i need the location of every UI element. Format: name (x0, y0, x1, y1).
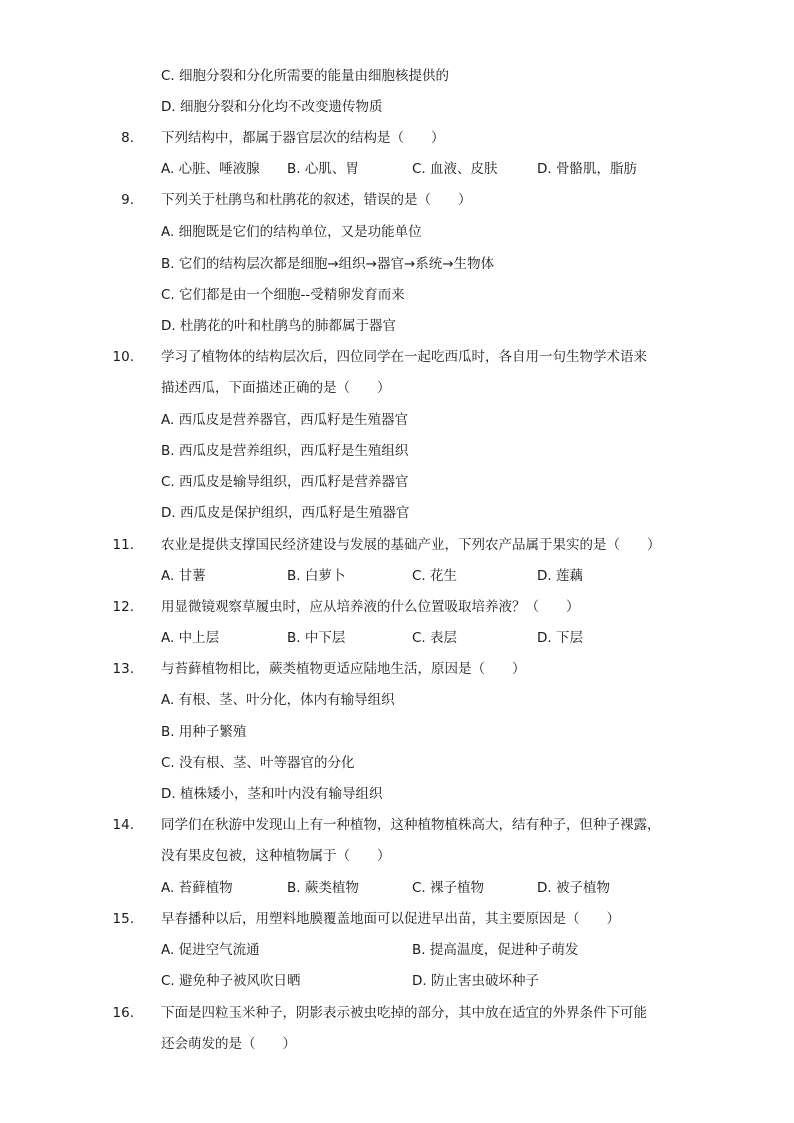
option-text: C. 花生 (412, 568, 458, 584)
option-text: C. 细胞分裂和分化所需要的能量由细胞核提供的 (161, 68, 450, 84)
option-text: C. 西瓜皮是输导组织，西瓜籽是营养器官 (161, 474, 409, 490)
option-text: A. 西瓜皮是营养器官，西瓜籽是生殖器官 (161, 412, 409, 428)
question-number: 9. (121, 192, 134, 208)
option-text: D. 细胞分裂和分化均不改变遗传物质 (161, 99, 383, 115)
option-text: C. 没有根、茎、叶等器官的分化 (161, 755, 355, 771)
question-stem: 与苔藓植物相比，蕨类植物更适应陆地生活，原因是（ ） (161, 661, 526, 677)
question-stem: 描述西瓜，下面描述正确的是（ ） (161, 380, 391, 396)
question-stem: 下面是四粒玉米种子，阴影表示被虫吃掉的部分，其中放在适宜的外界条件下可能 (161, 1005, 647, 1021)
question-number: 16. (112, 1005, 134, 1021)
question-number: 10. (112, 349, 134, 365)
question-number: 13. (112, 661, 134, 677)
option-text: D. 防止害虫破坏种子 (412, 973, 539, 989)
option-text: C. 裸子植物 (412, 880, 485, 896)
option-text: C. 避免种子被风吹日晒 (161, 973, 301, 989)
question-stem: 早春播种以后，用塑料地膜覆盖地面可以促进早出苗，其主要原因是（ ） (161, 911, 620, 927)
question-number: 8. (121, 130, 134, 146)
option-text: D. 莲藕 (537, 568, 583, 584)
option-text: A. 心脏、唾液腺 (161, 161, 260, 177)
option-text: A. 促进空气流通 (161, 942, 260, 958)
question-number: 15. (112, 911, 134, 927)
option-text: D. 西瓜皮是保护组织，西瓜籽是生殖器官 (161, 505, 410, 521)
option-text: D. 杜鹃花的叶和杜鹃鸟的肺都属于器官 (161, 318, 396, 334)
option-text: A. 甘薯 (161, 568, 206, 584)
question-stem: 农业是提供支撑国民经济建设与发展的基础产业，下列农产品属于果实的是（ ） (161, 537, 661, 553)
question-number: 12. (112, 599, 134, 615)
question-stem: 学习了植物体的结构层次后，四位同学在一起吃西瓜时，各自用一句生物学术语来 (161, 349, 647, 365)
option-text: C. 它们都是由一个细胞--受精卵发育而来 (161, 287, 405, 303)
option-text: A. 中上层 (161, 630, 220, 646)
question-stem: 没有果皮包被，这种植物属于（ ） (161, 848, 391, 864)
option-text: B. 中下层 (287, 630, 346, 646)
question-stem: 下列关于杜鹃鸟和杜鹃花的叙述，错误的是（ ） (161, 192, 472, 208)
option-text: A. 苔藓植物 (161, 880, 233, 896)
question-stem: 还会萌发的是（ ） (161, 1036, 296, 1052)
option-text: B. 用种子繁殖 (161, 724, 247, 740)
option-text: C. 表层 (412, 630, 458, 646)
option-text: C. 血液、皮肤 (412, 161, 498, 177)
option-text: B. 西瓜皮是营养组织，西瓜籽是生殖组织 (161, 443, 409, 459)
option-text: D. 骨骼肌，脂肪 (537, 161, 637, 177)
option-text: D. 植株矮小，茎和叶内没有输导组织 (161, 786, 383, 802)
option-text: A. 细胞既是它们的结构单位，又是功能单位 (161, 224, 422, 240)
option-text: D. 下层 (537, 630, 583, 646)
option-text: B. 它们的结构层次都是细胞→组织→器官→系统→生物体 (161, 256, 495, 272)
option-text: A. 有根、茎、叶分化，体内有输导组织 (161, 692, 395, 708)
option-text: B. 蕨类植物 (287, 880, 359, 896)
option-text: B. 心肌、胃 (287, 161, 359, 177)
question-stem: 同学们在秋游中发现山上有一种植物，这种植物植株高大，结有种子，但种子裸露， (161, 817, 661, 833)
option-text: B. 提高温度，促进种子萌发 (412, 942, 579, 958)
option-text: D. 被子植物 (537, 880, 610, 896)
question-stem: 下列结构中，都属于器官层次的结构是（ ） (161, 130, 445, 146)
question-number: 11. (112, 537, 134, 553)
option-text: B. 白萝卜 (287, 568, 346, 584)
question-number: 14. (112, 817, 134, 833)
question-stem: 用显微镜观察草履虫时，应从培养液的什么位置吸取培养液？（ ） (161, 599, 580, 615)
